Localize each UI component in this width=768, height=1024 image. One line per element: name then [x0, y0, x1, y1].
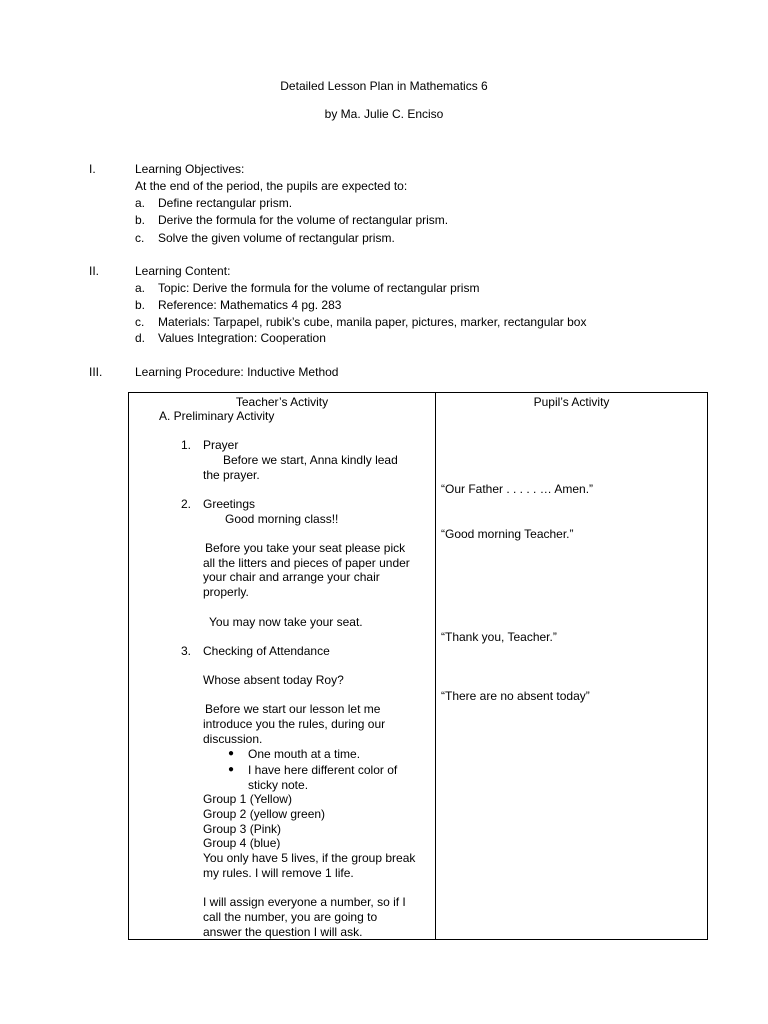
document-author: by Ma. Julie C. Enciso — [324, 107, 444, 121]
step-greetings-label: Greetings — [203, 497, 256, 511]
step-prayer-label: Prayer — [203, 438, 239, 452]
bullet-icon: ● — [228, 748, 235, 759]
objective-letter: a. — [135, 196, 146, 210]
content-letter: a. — [135, 281, 146, 295]
pupil-response: “Thank you, Teacher.” — [441, 630, 557, 644]
pupil-response: “Our Father . . . . . … Amen.” — [441, 482, 594, 496]
content-item: Topic: Derive the formula for the volume of rectangular prism — [158, 281, 480, 295]
seat-instruction: your chair and arrange your chair — [203, 570, 380, 584]
section-heading-content: Learning Content: — [135, 264, 231, 278]
objective-item: Derive the formula for the volume of rectangular prism. — [158, 213, 449, 227]
pupil-response: “There are no absent today” — [441, 689, 590, 703]
group-item: Group 2 (yellow green) — [203, 807, 326, 821]
prayer-instruction: the prayer. — [203, 468, 260, 482]
lives-rule: You only have 5 lives, if the group break — [203, 851, 416, 865]
seat-instruction: properly. — [203, 585, 249, 599]
teacher-activity-header: Teacher’s Activity — [235, 395, 329, 409]
document-title: Detailed Lesson Plan in Mathematics 6 — [280, 79, 488, 93]
content-letter: b. — [135, 298, 146, 312]
prayer-instruction: Before we start, Anna kindly lead — [223, 453, 398, 467]
rules-intro: introduce you the rules, during our — [203, 717, 386, 731]
seat-instruction: all the litters and pieces of paper under — [203, 556, 410, 570]
teacher-activity-cell — [129, 393, 436, 940]
seat-instruction: Before you take your seat please pick — [205, 541, 406, 555]
content-item: Reference: Mathematics 4 pg. 283 — [158, 298, 342, 312]
pupil-response: “Good morning Teacher.” — [441, 527, 574, 541]
section-heading-objectives: Learning Objectives: — [135, 162, 245, 176]
content-item: Materials: Tarpapel, rubik’s cube, manila paper, pictures, marker, rectangular box — [158, 315, 587, 329]
procedure-table — [128, 392, 708, 940]
pupil-activity-header: Pupil’s Activity — [533, 395, 610, 409]
section-numeral-2: II. — [89, 264, 100, 278]
section-heading-procedure: Learning Procedure: Inductive Method — [135, 365, 339, 379]
group-item: Group 1 (Yellow) — [203, 792, 292, 806]
absent-question: Whose absent today Roy? — [203, 673, 344, 687]
section-numeral-1: I. — [89, 162, 96, 176]
assign-number-rule: call the number, you are going to — [203, 910, 378, 924]
lives-rule: my rules. I will remove 1 life. — [203, 866, 354, 880]
take-seat-line: You may now take your seat. — [209, 615, 363, 629]
section-numeral-3: III. — [89, 365, 103, 379]
rules-intro: discussion. — [203, 732, 263, 746]
step-number: 2. — [181, 497, 192, 511]
objective-letter: c. — [135, 231, 145, 245]
rules-intro: Before we start our lesson let me — [205, 702, 381, 716]
objective-letter: b. — [135, 213, 146, 227]
pupil-activity-cell — [436, 393, 708, 940]
content-letter: d. — [135, 331, 146, 345]
greeting-line: Good morning class!! — [225, 512, 339, 526]
content-letter: c. — [135, 315, 145, 329]
rule-item: sticky note. — [248, 778, 309, 792]
step-number: 3. — [181, 644, 192, 658]
objectives-intro: At the end of the period, the pupils are expected to: — [135, 179, 408, 193]
objective-item: Solve the given volume of rectangular prism. — [158, 231, 395, 245]
rule-item: One mouth at a time. — [248, 747, 361, 761]
content-item: Values Integration: Cooperation — [158, 331, 326, 345]
group-item: Group 4 (blue) — [203, 836, 281, 850]
preliminary-activity-heading: A. Preliminary Activity — [159, 409, 275, 423]
assign-number-rule: answer the question I will ask. — [203, 925, 363, 939]
group-item: Group 3 (Pink) — [203, 822, 282, 836]
step-attendance-label: Checking of Attendance — [203, 644, 330, 658]
step-number: 1. — [181, 438, 192, 452]
bullet-icon: ● — [228, 764, 235, 775]
rule-item: I have here different color of — [248, 763, 398, 777]
assign-number-rule: I will assign everyone a number, so if I — [203, 895, 406, 909]
objective-item: Define rectangular prism. — [158, 196, 293, 210]
